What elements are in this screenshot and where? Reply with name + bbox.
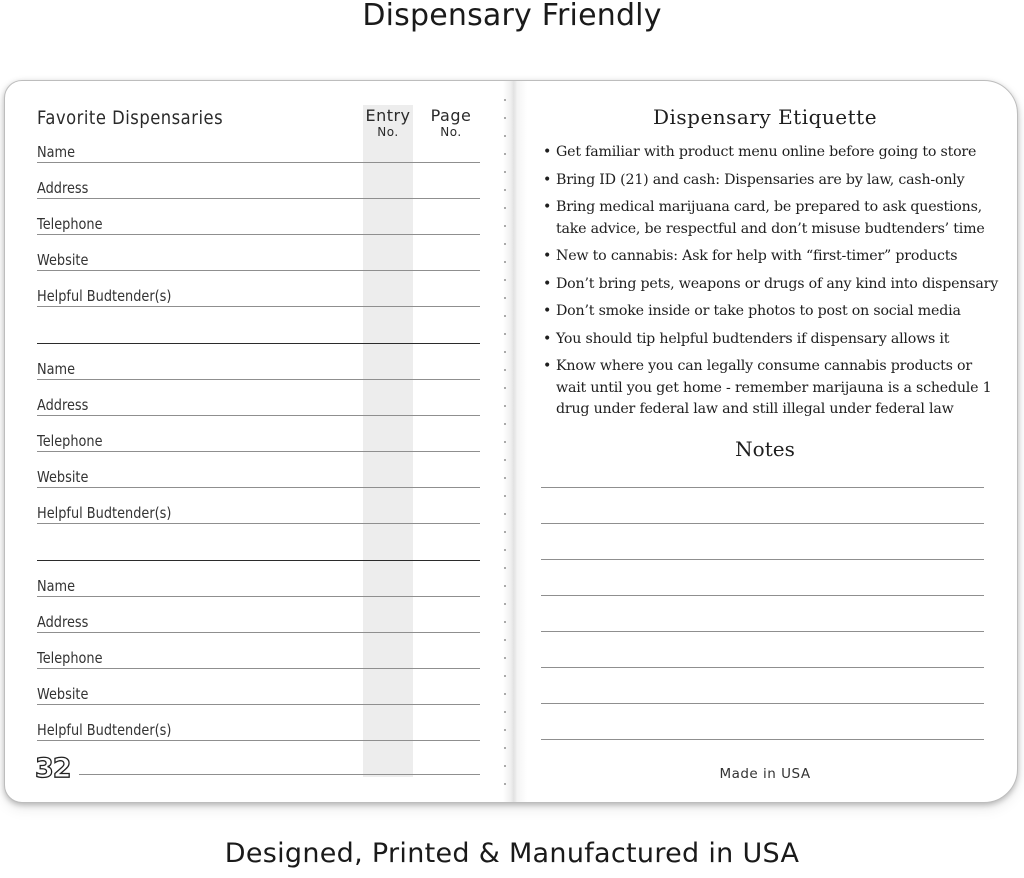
note-line[interactable] [541, 559, 984, 560]
field-label: Name [37, 360, 76, 378]
favorite-dispensaries-title: Favorite Dispensaries [37, 107, 224, 129]
field-label: Name [37, 143, 76, 161]
page-header-label: Page [430, 106, 472, 125]
entry-separator [37, 560, 480, 561]
field-label: Address [37, 179, 89, 197]
note-line[interactable] [541, 595, 984, 596]
binding-perforation [504, 91, 506, 791]
field-label: Address [37, 613, 89, 631]
entry-separator [37, 343, 480, 344]
etiquette-item: • Know where you can legally consume cannabis products or wait until you get home - remember marijauna is a schedule 1 drug under federal law and still illegal under federal law [543, 356, 1005, 421]
right-page [527, 81, 1017, 802]
etiquette-item: • Don’t smoke inside or take photos to post on social media [543, 301, 1005, 323]
etiquette-item: • Bring ID (21) and cash: Dispensaries are by law, cash-only [543, 170, 1005, 192]
notes-title: Notes [735, 437, 795, 461]
website-field[interactable] [37, 248, 480, 271]
field-label: Website [37, 685, 89, 703]
field-label: Telephone [37, 432, 103, 450]
telephone-field[interactable] [37, 646, 480, 669]
left-page [5, 81, 503, 802]
entry-number-header [358, 108, 418, 140]
field-label: Telephone [37, 649, 103, 667]
page-number: 32 [35, 753, 71, 784]
made-in-usa-footer: Made in USA [719, 766, 811, 782]
budtender-field[interactable] [37, 501, 480, 524]
field-label: Address [37, 396, 89, 414]
field-label: Helpful Budtender(s) [37, 504, 172, 522]
note-line[interactable] [541, 703, 984, 704]
entry-header-sub: No. [377, 125, 399, 139]
field-label: Helpful Budtender(s) [37, 287, 172, 305]
etiquette-item: • Bring medical marijuana card, be prepared to ask questions, take advice, be respectful and don’t misuse budtenders’ time [543, 197, 1005, 240]
name-field[interactable] [37, 140, 480, 163]
budtender-field[interactable] [37, 284, 480, 307]
website-field[interactable] [37, 682, 480, 705]
page-header-sub: No. [440, 125, 462, 139]
page-number-rule [79, 774, 480, 775]
website-field[interactable] [37, 465, 480, 488]
top-caption: Dispensary Friendly [362, 0, 662, 33]
field-label: Name [37, 577, 76, 595]
telephone-field[interactable] [37, 429, 480, 452]
etiquette-item: • Get familiar with product menu online before going to store [543, 142, 1005, 164]
address-field[interactable] [37, 393, 480, 416]
etiquette-title: Dispensary Etiquette [652, 105, 878, 129]
field-label: Website [37, 251, 89, 269]
telephone-field[interactable] [37, 212, 480, 235]
note-line[interactable] [541, 739, 984, 740]
name-field[interactable] [37, 357, 480, 380]
name-field[interactable] [37, 574, 480, 597]
bottom-caption: Designed, Printed & Manufactured in USA [224, 838, 800, 869]
field-label: Telephone [37, 215, 103, 233]
book-spine [503, 81, 527, 802]
note-line[interactable] [541, 667, 984, 668]
page-number-header [421, 108, 481, 140]
open-journal [4, 80, 1018, 803]
field-label: Website [37, 468, 89, 486]
note-line[interactable] [541, 487, 984, 488]
budtender-field[interactable] [37, 718, 480, 741]
field-label: Helpful Budtender(s) [37, 721, 172, 739]
entry-header-label: Entry [365, 106, 411, 125]
etiquette-list [543, 142, 1005, 427]
address-field[interactable] [37, 176, 480, 199]
etiquette-item: • New to cannabis: Ask for help with “first-timer” products [543, 246, 1005, 268]
note-line[interactable] [541, 631, 984, 632]
address-field[interactable] [37, 610, 480, 633]
etiquette-item: • Don’t bring pets, weapons or drugs of any kind into dispensary [543, 274, 1005, 296]
note-line[interactable] [541, 523, 984, 524]
etiquette-item: • You should tip helpful budtenders if dispensary allows it [543, 329, 1005, 351]
